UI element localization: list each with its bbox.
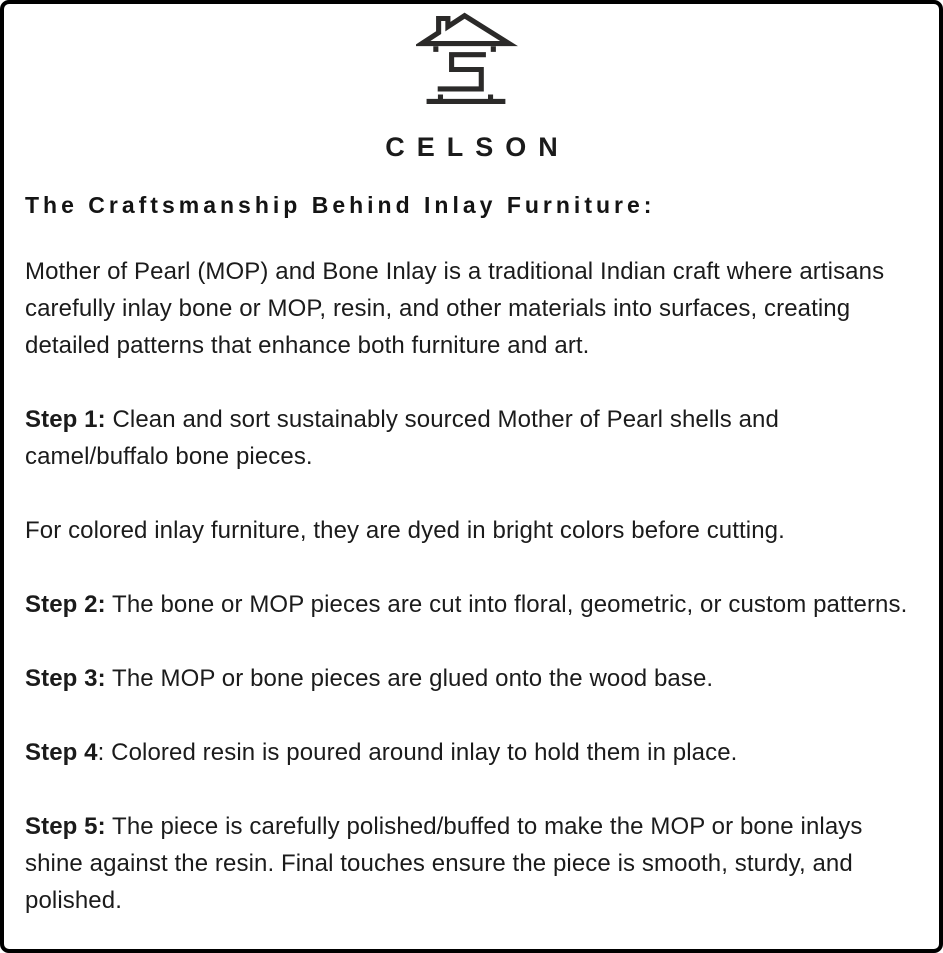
step-4-paragraph bbox=[25, 734, 918, 771]
logo bbox=[25, 12, 918, 119]
paragraph-text: For colored inlay furniture, they are dyed in bright colors before cutting. bbox=[25, 517, 785, 544]
step-1-paragraph bbox=[25, 401, 918, 475]
paragraph-text: : Colored resin is poured around inlay to hold them in place. bbox=[97, 739, 738, 766]
step-5-paragraph bbox=[25, 808, 918, 919]
step-label: Step 4 bbox=[25, 739, 98, 766]
brand-name: CELSON bbox=[385, 132, 570, 162]
paragraph-text: The bone or MOP pieces are cut into floral, geometric, or custom patterns. bbox=[105, 591, 908, 618]
step-label: Step 5: bbox=[25, 813, 106, 840]
step-label: Step 1: bbox=[25, 406, 106, 433]
house-s-logo-icon bbox=[416, 12, 528, 114]
page-title: The Craftsmanship Behind Inlay Furniture: bbox=[25, 192, 656, 218]
paragraph-text: Clean and sort sustainably sourced Mother of Pearl shells and camel/buffalo bone pieces. bbox=[25, 406, 779, 470]
step-label: Step 3: bbox=[25, 665, 106, 692]
step-label: Step 2: bbox=[25, 591, 106, 618]
step-3-paragraph bbox=[25, 660, 918, 697]
body-copy bbox=[25, 253, 918, 919]
paragraph-text: Mother of Pearl (MOP) and Bone Inlay is a traditional Indian craft where artisans carefully inlay bone or MOP, resin, and other materials into surfaces, creating detailed patterns that enhance both furniture and art. bbox=[25, 258, 885, 359]
step-2-paragraph bbox=[25, 586, 918, 623]
paragraph-text: The piece is carefully polished/buffed to make the MOP or bone inlays shine against the resin. Final touches ensure the piece is smooth, sturdy, and polished. bbox=[25, 813, 863, 914]
paragraph-text: The MOP or bone pieces are glued onto the wood base. bbox=[105, 665, 714, 692]
colored-inlay-paragraph bbox=[25, 512, 918, 549]
intro-paragraph bbox=[25, 253, 918, 364]
